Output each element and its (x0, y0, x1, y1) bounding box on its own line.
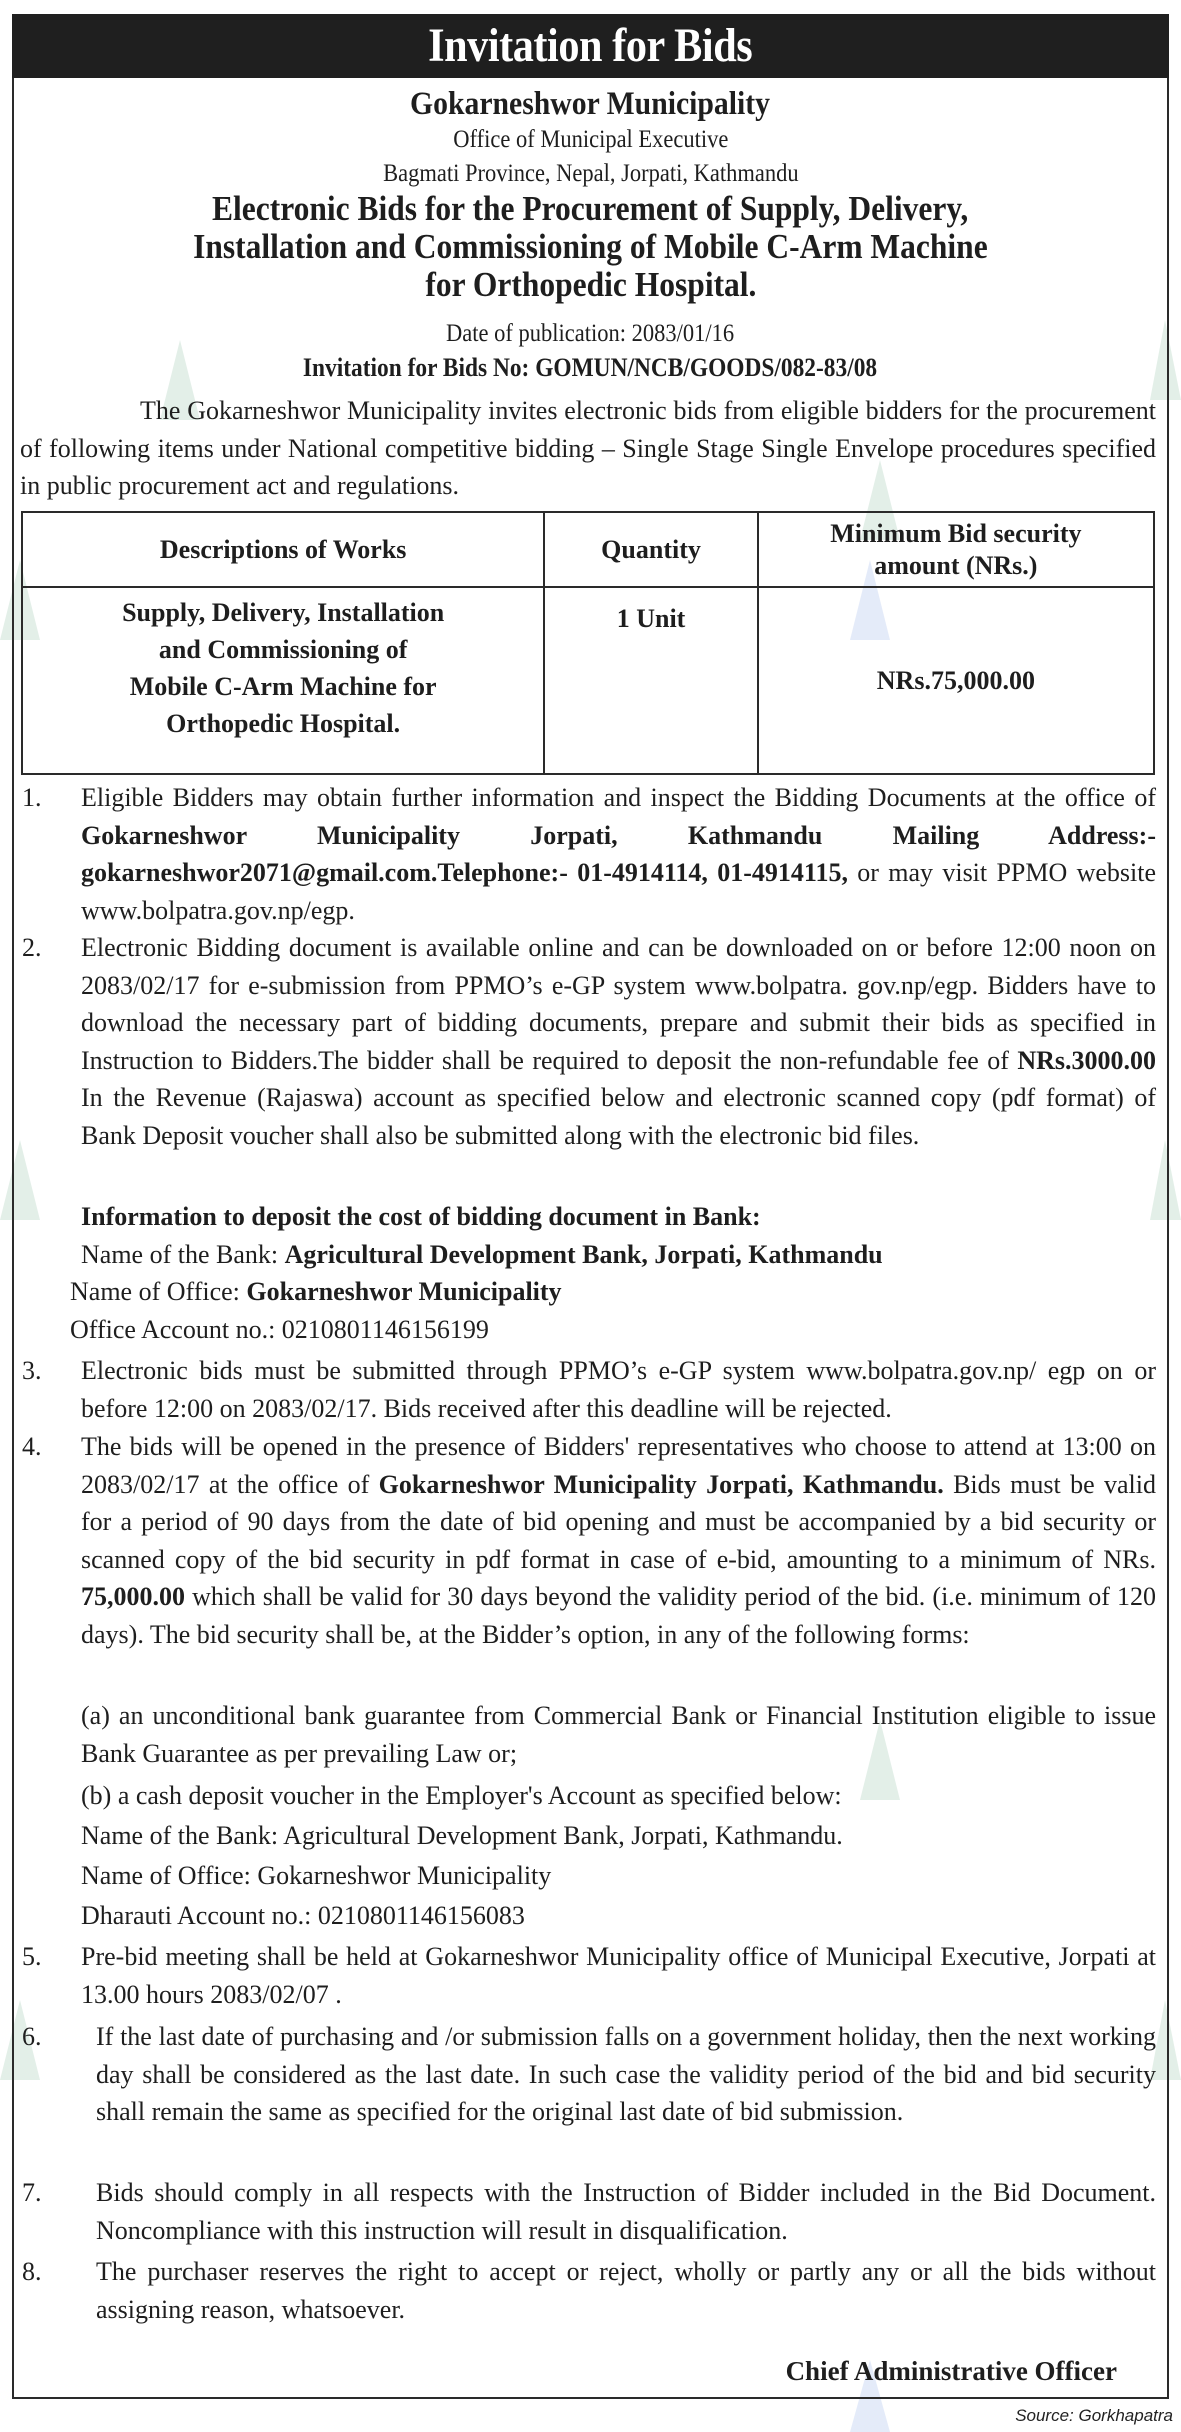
table-row (22, 587, 1154, 774)
cell-bid-security: NRs.75,000.00 (758, 587, 1154, 774)
notice-banner (12, 14, 1169, 78)
bank-name-line: Name of the Bank: Agricultural Development Bank, Jorpati, Kathmandu (81, 1240, 883, 1269)
clause-text: Bids should comply in all respects with the Instruction of Bidder included in the Bid Document. Noncompliance with this instruction will result in disqualification. (96, 2178, 1156, 2245)
office-name: Office of Municipal Executive (452, 126, 729, 153)
office-account-line: Office Account no.: 0210801146156199 (70, 1315, 489, 1344)
clause-3 (20, 1352, 1156, 1428)
clause-5 (20, 1938, 1156, 2014)
intro-paragraph: The Gokarneshwor Municipality invites electronic bids from eligible bidders for the procurement of following items under National competitive bidding – Single Stage Single Envelope procedures specified in public procurement act and regulations. (20, 396, 1156, 500)
deposit-account-line: Dharauti Account no.: 0210801146156083 (81, 1901, 525, 1930)
clause-number: 2. (22, 933, 42, 962)
works-table (21, 511, 1155, 775)
security-option-b: (b) a cash deposit voucher in the Employer's Account as specified below: (81, 1781, 842, 1810)
clause-2 (20, 929, 1156, 1193)
clause-text: If the last date of purchasing and /or submission falls on a government holiday, then the next working day shall be considered as the last date. In such case the validity period of the bid and bid security shall remain the same as specified for the original last date of bid submission. (96, 2022, 1156, 2126)
column-header-description: Descriptions of Works (22, 512, 544, 587)
clause-text: The purchaser reserves the right to accept or reject, wholly or partly any or all the bids without assigning reason, whatsoever. (96, 2257, 1156, 2324)
office-address: Bagmati Province, Nepal, Jorpati, Kathmandu (382, 160, 799, 187)
clause-6 (20, 2018, 1156, 2170)
ifb-number: Invitation for Bids No: GOMUN/NCB/GOODS/082-83/08 (303, 353, 878, 382)
column-header-bid-security: Minimum Bid security amount (NRs.) (758, 512, 1154, 587)
clause-number: 6. (22, 2022, 42, 2051)
organization-name: Gokarneshwor Municipality (410, 86, 771, 122)
notice-subject: Electronic Bids for the Procurement of Supply, Delivery, Installation and Commissioning of Mobile C-Arm Machine for Orthopedic Hospital. (193, 189, 988, 304)
clause-number: 3. (22, 1356, 42, 1385)
clause-4 (20, 1428, 1156, 1692)
clause-7 (20, 2174, 1156, 2250)
clause-text: Eligible Bidders may obtain further information and inspect the Bidding Documents at the office of Gokarneshwor Municipality Jorpati, Kathmandu Mailing Address:- gokarneshwor2071@gmail.com.Telephone:- 01-4914114, 01-4914115, or may visit PPMO website www.bolpatra.gov.np/egp. (81, 783, 1157, 925)
notice-title: Invitation for Bids (428, 19, 753, 72)
office-name-line: Name of Office: Gokarneshwor Municipality (70, 1277, 562, 1306)
column-header-quantity: Quantity (544, 512, 757, 587)
cell-description: Supply, Delivery, Installation and Commissioning of Mobile C-Arm Machine for Orthopedic Hospital. (22, 587, 544, 774)
clause-1 (20, 779, 1156, 929)
clause-number: 8. (22, 2257, 42, 2286)
clause-number: 7. (22, 2178, 42, 2207)
table-header-row (22, 512, 1154, 587)
signatory-title: Chief Administrative Officer (785, 2356, 1117, 2386)
clause-8 (20, 2253, 1156, 2329)
security-option-a: (a) an unconditional bank guarantee from Commercial Bank or Financial Institution eligible to issue Bank Guarantee as per prevailing Law or; (81, 1701, 1156, 1768)
clause-text: Pre-bid meeting shall be held at Gokarneshwor Municipality office of Municipal Executive, Jorpati at 13.00 hours 2083/02/07 . (81, 1942, 1156, 2009)
cell-quantity: 1 Unit (544, 587, 757, 774)
publication-date: Date of publication: 2083/01/16 (446, 320, 735, 347)
clause-text: Electronic Bidding document is available online and can be downloaded on or before 12:00 noon on 2083/02/17 for e-submission from PPMO’s e-GP system www.bolpatra. gov.np/egp. Bidders have to download the necessary part of bidding documents, prepare and submit their bids as specified in Instruction to Bidders.The bidder shall be required to deposit the non-refundable fee of NRs.3000.00 In the Revenue (Rajaswa) account as specified below and electronic scanned copy (pdf format) of Bank Deposit voucher shall also be submitted along with the electronic bid files. (81, 933, 1156, 1150)
clause-number: 4. (22, 1432, 42, 1461)
deposit-bank-line: Name of the Bank: Agricultural Development Bank, Jorpati, Kathmandu. (81, 1821, 843, 1850)
source-credit: Source: Gorkhapatra (1015, 2406, 1173, 2425)
clause-text: The bids will be opened in the presence of Bidders' representatives who choose to attend at 13:00 on 2083/02/17 at the office of Gokarneshwor Municipality Jorpati, Kathmandu. Bids must be valid for a period of 90 days from the date of bid opening and must be accompanied by a bid security or scanned copy of the bid security in pdf format in case of e-bid, amounting to a minimum of NRs. 75,000.00 which shall be valid for 30 days beyond the validity period of the bid. (i.e. minimum of 120 days). The bid security shall be, at the Bidder’s option, in any of the following forms: (81, 1432, 1156, 1649)
bank-info-heading: Information to deposit the cost of bidding document in Bank: (81, 1202, 761, 1231)
deposit-office-line: Name of Office: Gokarneshwor Municipality (81, 1861, 552, 1890)
clause-number: 1. (22, 783, 42, 812)
clause-number: 5. (22, 1942, 42, 1971)
clause-text: Electronic bids must be submitted through PPMO’s e-GP system www.bolpatra.gov.np/ egp on or before 12:00 on 2083/02/17. Bids received after this deadline will be rejected. (81, 1356, 1156, 1423)
